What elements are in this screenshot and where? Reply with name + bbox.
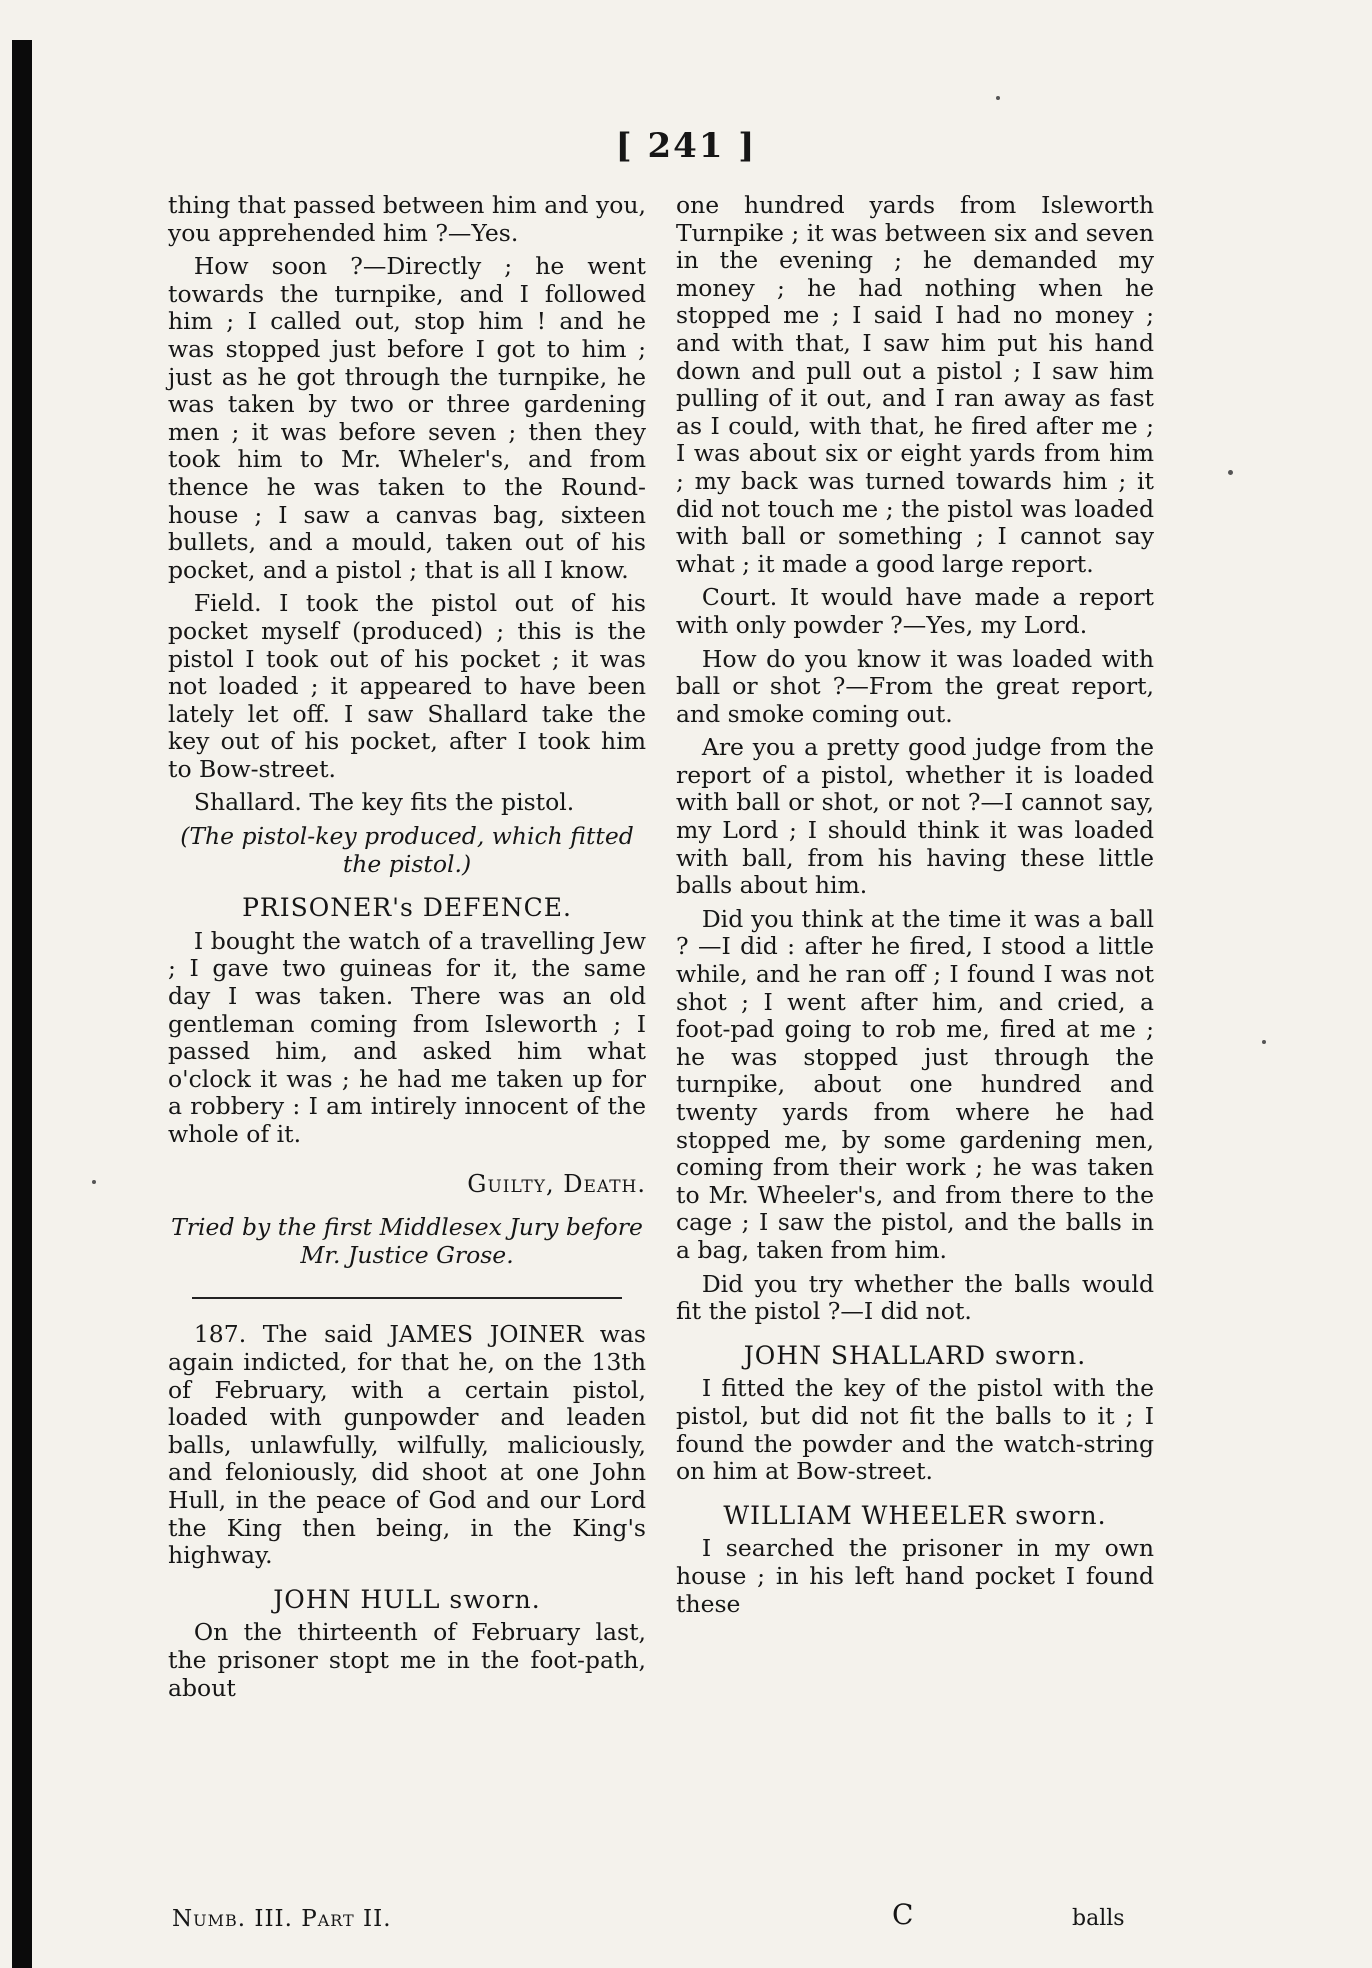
wheeler-testimony: I searched the prisoner in my own house ; in his left hand pocket I found these: [676, 1534, 1154, 1618]
binding-shadow: [12, 40, 32, 1968]
footer-signature-mark: C: [892, 1898, 914, 1931]
indictment: 187. The said JAMES JOINER was again indicted, for that he, on the 13th of February, with a certain pistol, loaded with gunpowder and leaden balls, unlawfully, wilfully, maliciously, and feloniously, did shoot at one John Hull, in the peace of God and our Lord the King then being, in the King's highway.: [168, 1320, 646, 1570]
paragraph: How soon ?—Directly ; he went towards the turnpike, and I followed him ; I called out, stop him ! and he was stopped just before I got to him ; just as he got through the turnpike, he was taken by two or three gardening men ; it was before seven ; then they took him to Mr. Wheler's, and from thence he was taken to the Round-house ; I saw a canvas bag, sixteen bullets, and a mould, taken out of his pocket, and a pistol ; that is all I know.: [168, 252, 646, 584]
paragraph: Shallard. The key fits the pistol.: [193, 788, 575, 817]
paragraph: Did you think at the time it was a ball ? —I did : after he fired, I stood a little while, and he ran off ; I found I was not shot ; I went after him, and cried, a foot-pad going to rob me, fired at me ; he was stopped just through the turnpike, about one hundred and twenty yards from where he had stopped me, by some gardening men, coming from their work ; he was taken to Mr. Wheeler's, and from there to the cage ; I saw the pistol, and the balls in a bag, taken from him.: [676, 904, 1154, 1264]
section-rule: [192, 1297, 622, 1299]
ink-speck: [996, 96, 1000, 100]
tried-note: Tried by the first Middlesex Jury before Mr. Justice Grose.: [171, 1213, 643, 1269]
defence-text: I bought the watch of a travelling Jew ; I gave two guineas for it, the same day I was taken. There was an old gentleman coming from Isleworth ; I passed him, and asked him what o'clock it was ; he had me taken up for a robbery : I am intirely innocent of the whole of it.: [168, 926, 646, 1148]
wheeler-heading: WILLIAM WHEELER sworn.: [723, 1500, 1107, 1530]
page-number: [ 241 ]: [615, 126, 757, 166]
witness-heading: JOHN HULL sworn.: [273, 1584, 541, 1614]
shallard-testimony: I fitted the key of the pistol with the pistol, but did not fit the balls to it ; I found the powder and the watch-string on him at Bow-street.: [676, 1374, 1154, 1486]
defence-heading: PRISONER's DEFENCE.: [242, 893, 572, 923]
ink-speck: [1228, 470, 1233, 475]
right-column: [676, 192, 1154, 1624]
paragraph: thing that passed between him and you, you apprehended him ?—Yes.: [168, 191, 646, 247]
paragraph: one hundred yards from Isleworth Turnpike ; it was between six and seven in the evening ; he demanded my money ; he had nothing when he stopped me ; I said I had no money ; and with that, I saw him put his hand down and pull out a pistol ; I saw him pulling of it out, and I ran away as fast as I could, with that, he fired after me ; I was about six or eight yards from him ; my back was turned towards him ; it did not touch me ; the pistol was loaded with ball or something ; I cannot say what ; it made a good large report.: [676, 191, 1154, 578]
paragraph: Are you a pretty good judge from the report of a pistol, whether it is loaded with ball or shot, or not ?—I cannot say, my Lord ; I should think it was loaded with ball, from his having these little balls about him.: [676, 733, 1154, 900]
shallard-heading: JOHN SHALLARD sworn.: [743, 1340, 1087, 1370]
paragraph: Did you try whether the balls would fit the pistol ?—I did not.: [676, 1269, 1154, 1326]
ink-speck: [1262, 1040, 1266, 1044]
ink-speck: [92, 1180, 96, 1184]
witness-testimony: On the thirteenth of February last, the prisoner stopt me in the foot-path, about: [168, 1618, 646, 1702]
footer-issue-number: Numb. III. Part II.: [172, 1906, 392, 1932]
paragraph: Court. It would have made a report with only powder ?—Yes, my Lord.: [676, 583, 1154, 639]
paragraph: Field. I took the pistol out of his pocket myself (produced) ; this is the pistol I took out of his pocket ; it was not loaded ; it appeared to have been lately let off. I saw Shallard take the key out of his pocket, after I took him to Bow-street.: [168, 589, 646, 783]
verdict: Guilty, Death.: [467, 1169, 646, 1198]
footer-catchword: balls: [1072, 1906, 1125, 1931]
paragraph: How do you know it was loaded with ball or shot ?—From the great report, and smoke coming out.: [676, 644, 1154, 728]
left-column: [168, 192, 646, 1708]
stage-direction: (The pistol-key produced, which fitted the pistol.): [180, 822, 634, 878]
